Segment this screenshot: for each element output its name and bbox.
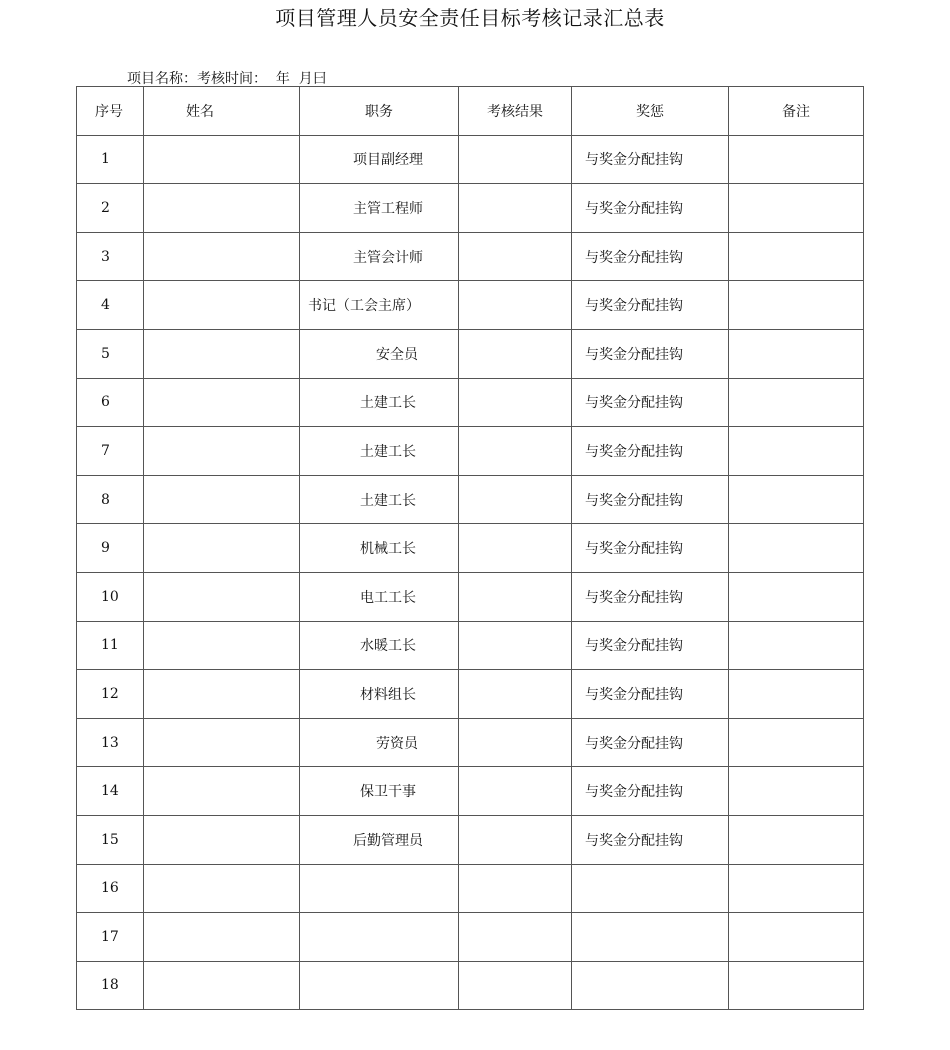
row-reward-cell [572,864,729,913]
row-reward-cell [572,913,729,962]
row-result-cell [459,621,572,670]
row-reward-cell: 与奖金分配挂钩 [572,135,729,184]
row-name-cell [144,961,300,1010]
row-note-cell [729,524,864,573]
row-reward-cell: 与奖金分配挂钩 [572,572,729,621]
row-position-cell: 机械工长 [300,524,459,573]
row-serial-no: 3 [77,232,144,281]
header-reward-penalty: 奖惩 [572,87,729,136]
row-reward-cell: 与奖金分配挂钩 [572,232,729,281]
row-note-cell [729,621,864,670]
row-position-cell [300,913,459,962]
header-serial-no: 序号 [77,87,144,136]
row-reward-cell: 与奖金分配挂钩 [572,329,729,378]
row-reward-cell: 与奖金分配挂钩 [572,621,729,670]
row-result-cell [459,913,572,962]
row-note-cell [729,427,864,476]
table-header-row [77,87,864,136]
row-reward-cell: 与奖金分配挂钩 [572,475,729,524]
row-serial-no: 4 [77,281,144,330]
row-position-cell: 主管会计师 [300,232,459,281]
row-reward-cell: 与奖金分配挂钩 [572,524,729,573]
row-reward-cell: 与奖金分配挂钩 [572,815,729,864]
row-name-cell [144,621,300,670]
row-name-cell [144,718,300,767]
row-position-cell: 土建工长 [300,378,459,427]
table-row [77,427,864,476]
table-row [77,524,864,573]
row-name-cell [144,281,300,330]
table-row [77,913,864,962]
table-row [77,572,864,621]
table-row [77,329,864,378]
row-result-cell [459,961,572,1010]
row-position-cell: 电工工长 [300,572,459,621]
row-serial-no: 10 [77,572,144,621]
row-note-cell [729,184,864,233]
table-row [77,135,864,184]
row-serial-no: 2 [77,184,144,233]
page-bottom-crop [0,1030,950,1050]
row-position-cell: 书记（工会主席） [300,281,459,330]
row-name-cell [144,767,300,816]
header-name: 姓名 [144,87,300,136]
row-position-cell: 安全员 [300,329,459,378]
row-serial-no: 12 [77,670,144,719]
row-position-cell [300,864,459,913]
row-name-cell [144,427,300,476]
row-serial-no: 16 [77,864,144,913]
row-position-cell: 主管工程师 [300,184,459,233]
row-result-cell [459,524,572,573]
row-position-cell [300,961,459,1010]
row-note-cell [729,135,864,184]
row-serial-no: 8 [77,475,144,524]
row-note-cell [729,378,864,427]
row-result-cell [459,670,572,719]
row-note-cell [729,329,864,378]
header-assessment-result: 考核结果 [459,87,572,136]
row-name-cell [144,572,300,621]
table-row [77,232,864,281]
row-result-cell [459,378,572,427]
row-reward-cell: 与奖金分配挂钩 [572,718,729,767]
row-serial-no: 11 [77,621,144,670]
row-serial-no: 7 [77,427,144,476]
row-result-cell [459,572,572,621]
row-result-cell [459,718,572,767]
row-serial-no: 14 [77,767,144,816]
row-name-cell [144,670,300,719]
assessment-record-table [76,86,864,1010]
row-note-cell [729,281,864,330]
row-note-cell [729,475,864,524]
table-row [77,184,864,233]
document-title: 项目管理人员安全责任目标考核记录汇总表 [275,6,665,30]
row-serial-no: 15 [77,815,144,864]
row-serial-no: 6 [77,378,144,427]
row-reward-cell: 与奖金分配挂钩 [572,378,729,427]
row-reward-cell [572,961,729,1010]
row-result-cell [459,281,572,330]
table-row [77,621,864,670]
table-row [77,767,864,816]
row-result-cell [459,329,572,378]
row-name-cell [144,864,300,913]
row-reward-cell: 与奖金分配挂钩 [572,281,729,330]
row-position-cell: 项目副经理 [300,135,459,184]
row-note-cell [729,767,864,816]
table-row [77,961,864,1010]
row-note-cell [729,572,864,621]
row-name-cell [144,329,300,378]
row-position-cell: 劳资员 [300,718,459,767]
row-position-cell: 后勤管理员 [300,815,459,864]
row-result-cell [459,135,572,184]
row-note-cell [729,961,864,1010]
table-row [77,281,864,330]
row-reward-cell: 与奖金分配挂钩 [572,184,729,233]
project-meta-line: 项目名称：考核时间： 年 月曰 [127,71,327,87]
row-serial-no: 9 [77,524,144,573]
row-result-cell [459,767,572,816]
row-result-cell [459,864,572,913]
row-note-cell [729,864,864,913]
row-position-cell: 材料组长 [300,670,459,719]
row-note-cell [729,670,864,719]
row-result-cell [459,475,572,524]
row-reward-cell: 与奖金分配挂钩 [572,427,729,476]
header-remarks: 备注 [729,87,864,136]
header-position: 职务 [300,87,459,136]
row-position-cell: 土建工长 [300,475,459,524]
row-note-cell [729,913,864,962]
row-note-cell [729,815,864,864]
row-serial-no: 13 [77,718,144,767]
row-name-cell [144,524,300,573]
row-note-cell [729,232,864,281]
row-result-cell [459,184,572,233]
row-name-cell [144,135,300,184]
row-name-cell [144,378,300,427]
row-name-cell [144,913,300,962]
row-name-cell [144,475,300,524]
row-serial-no: 17 [77,913,144,962]
table-row [77,475,864,524]
row-result-cell [459,427,572,476]
row-serial-no: 18 [77,961,144,1010]
row-result-cell [459,815,572,864]
row-reward-cell: 与奖金分配挂钩 [572,767,729,816]
row-serial-no: 1 [77,135,144,184]
row-name-cell [144,184,300,233]
row-name-cell [144,232,300,281]
table-row [77,670,864,719]
row-position-cell: 保卫干事 [300,767,459,816]
row-result-cell [459,232,572,281]
row-position-cell: 土建工长 [300,427,459,476]
table-row [77,378,864,427]
table-row [77,718,864,767]
table-row [77,864,864,913]
row-reward-cell: 与奖金分配挂钩 [572,670,729,719]
table-row [77,815,864,864]
row-serial-no: 5 [77,329,144,378]
row-name-cell [144,815,300,864]
row-position-cell: 水暖工长 [300,621,459,670]
row-note-cell [729,718,864,767]
